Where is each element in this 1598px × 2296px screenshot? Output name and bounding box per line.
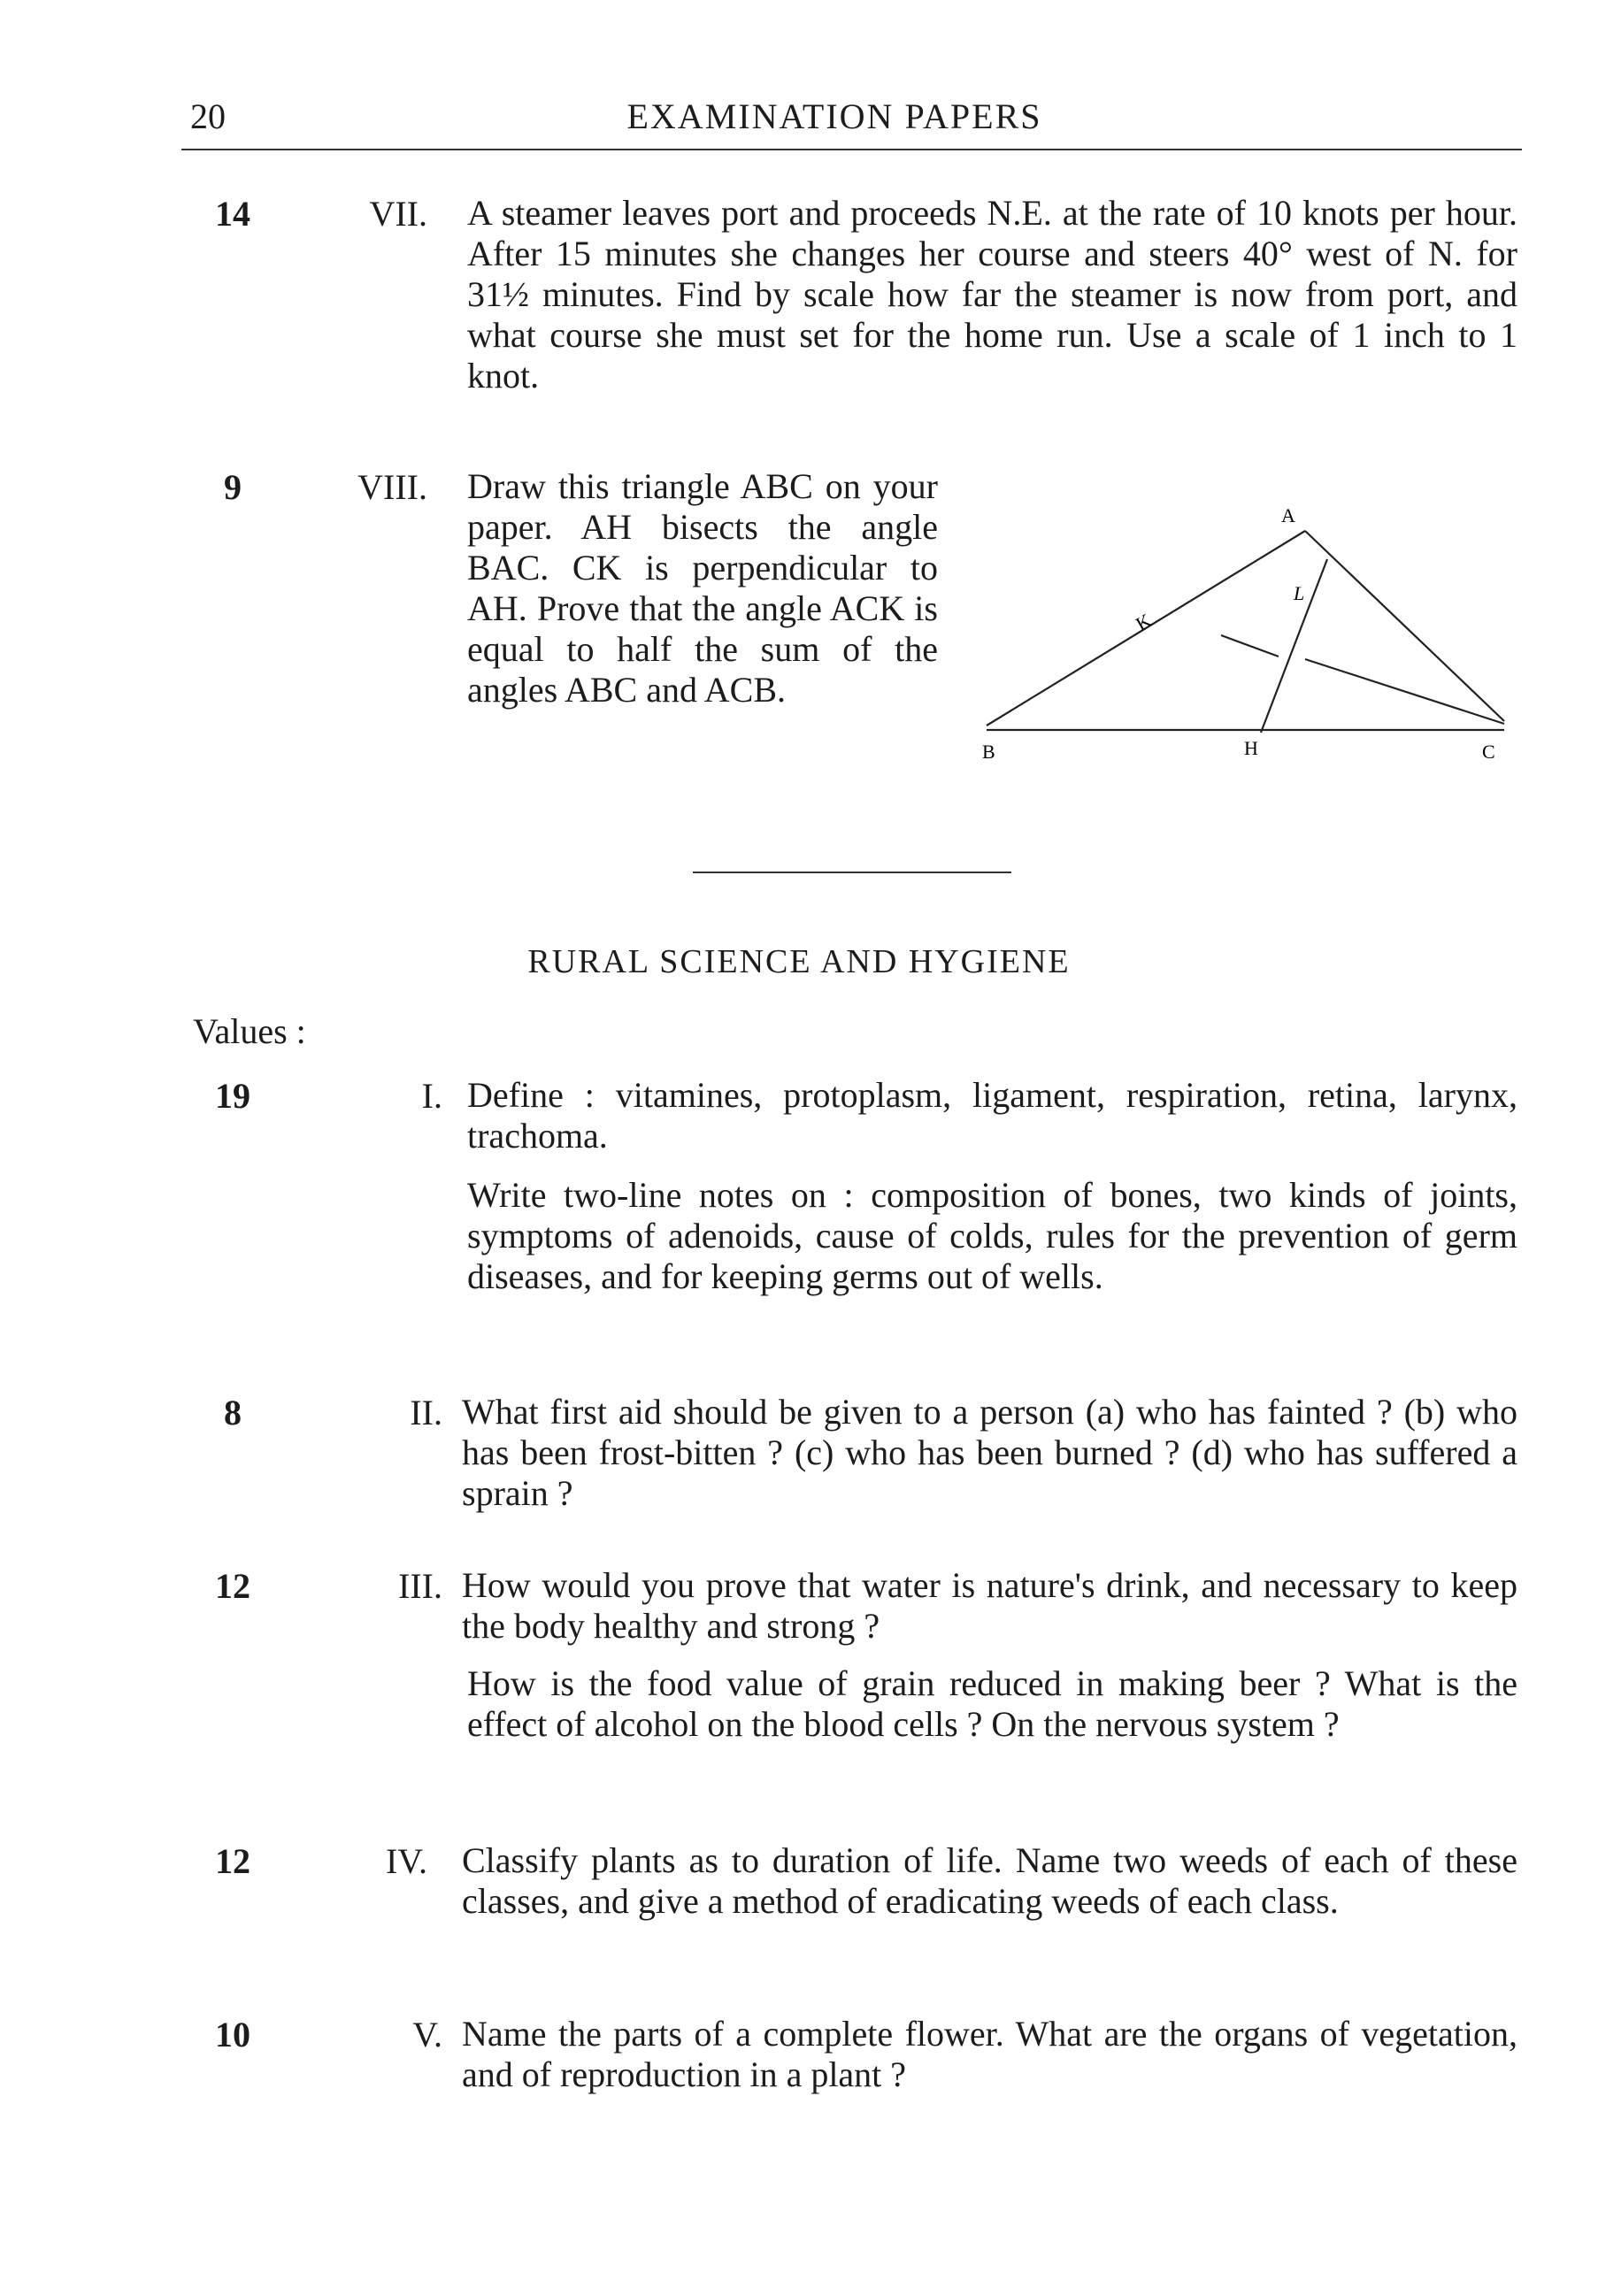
question-paragraph: What first aid should be given to a person (a) who has fainted ? (b) who has been frost-bitten ? (c) who has been burned ? (d) who has suffered a sprain ? — [462, 1392, 1517, 1513]
question-value: 8 — [224, 1393, 242, 1432]
question-paragraph: How is the food value of grain reduced in making beer ? What is the effect of alcohol on the blood cells ? On the nervous system ? — [467, 1663, 1517, 1744]
question-paragraph: Name the parts of a complete flower. What are the organs of vegetation, and of reproduction in a plant ? — [462, 2014, 1517, 2094]
triangle-diagram — [964, 504, 1531, 770]
section-title: RURAL SCIENCE AND HYGIENE — [527, 943, 1071, 980]
header-rule — [181, 149, 1522, 150]
dashed-construction — [1221, 635, 1279, 657]
question-number: III. — [398, 1566, 442, 1606]
label-h: H — [1244, 737, 1258, 759]
question-paragraph: Write two-line notes on : composition of bones, two kinds of joints, symptoms of adenoids, cause of colds, rules for the prevention of germ diseases, and for keeping germs out of wells. — [467, 1175, 1517, 1296]
question-value: 14 — [215, 194, 250, 234]
question-number: VIII. — [357, 467, 427, 507]
page-number: 20 — [190, 96, 226, 136]
question-number: VII. — [369, 194, 427, 234]
side-ac — [1305, 531, 1504, 721]
question-value: 9 — [224, 467, 242, 507]
label-b: B — [982, 741, 995, 763]
label-k: K — [1132, 609, 1156, 635]
question-value: 12 — [215, 1841, 250, 1881]
question-paragraph: Classify plants as to duration of life. Name two weeds of each of these classes, and give a method of eradicating weeds of each class. — [462, 1840, 1517, 1921]
question-paragraph: Define : vitamines, protoplasm, ligament, respiration, retina, larynx, trachoma. — [467, 1075, 1517, 1156]
section-divider — [693, 872, 1011, 873]
question-paragraph: How would you prove that water is nature's drink, and necessary to keep the body healthy and strong ? — [462, 1565, 1517, 1646]
question-value: 19 — [215, 1076, 250, 1116]
question-number: IV. — [385, 1841, 427, 1881]
question-number: II. — [410, 1393, 442, 1432]
label-l: L — [1294, 582, 1305, 604]
question-value: 12 — [215, 1566, 250, 1606]
question-number: V. — [412, 2015, 442, 2054]
question-number: I. — [421, 1076, 442, 1116]
question-text: A steamer leaves port and proceeds N.E. at the rate of 10 knots per hour. After 15 minutes she changes her course and steers 40° west of N. for 31½ minutes. Find by scale how far the steamer is now from port, and what course she must set for the home run. Use a scale of 1 inch to 1 knot. — [467, 193, 1517, 395]
values-label: Values : — [193, 1011, 306, 1051]
question-text: Draw this triangle ABC on your paper. AH bisects the angle BAC. CK is perpendicular to AH. Prove that the angle ACK is equal to half the sum of the angles ABC and ACB. — [467, 466, 938, 710]
label-a: A — [1281, 504, 1295, 526]
question-value: 10 — [215, 2015, 250, 2054]
running-title: EXAMINATION PAPERS — [626, 96, 1042, 136]
label-c: C — [1482, 741, 1495, 763]
